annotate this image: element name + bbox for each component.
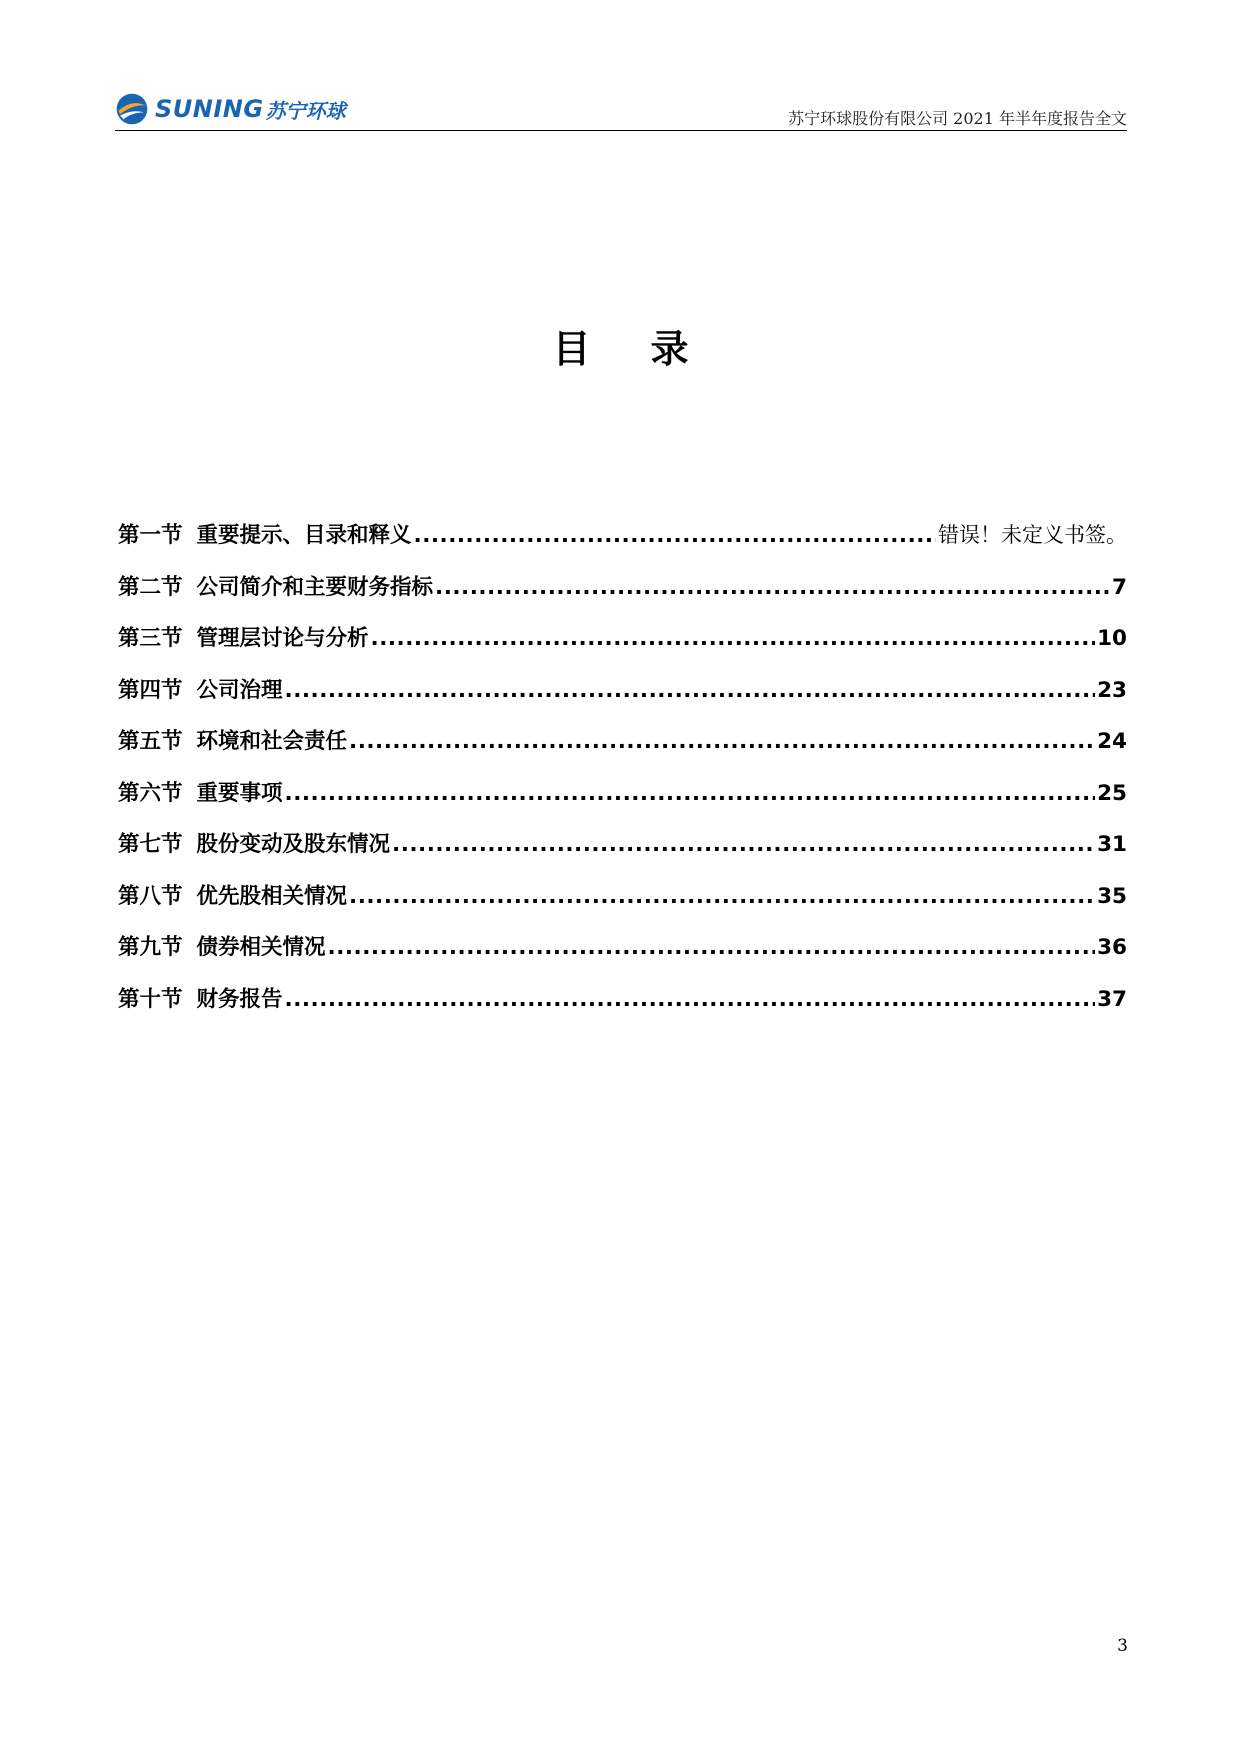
toc-page-number: 10 (1097, 626, 1127, 651)
toc-entry[interactable] (118, 724, 1127, 776)
toc-entry[interactable] (118, 570, 1127, 622)
toc-leader-dots (285, 781, 1096, 806)
toc-section-name: 股份变动及股东情况 (196, 832, 391, 857)
toc-page-number: 错误！未定义书签。 (938, 523, 1127, 547)
toc-leader-dots (371, 626, 1096, 651)
toc-entry[interactable] (118, 673, 1127, 725)
toc-section-number: 第六节 (118, 780, 183, 806)
toc-page-number: 7 (1112, 574, 1127, 600)
toc-page-number: 24 (1097, 729, 1127, 754)
toc-leader-dots (285, 987, 1096, 1012)
toc-section-name: 优先股相关情况 (196, 883, 348, 909)
toc-entry[interactable] (118, 621, 1127, 673)
toc-entry[interactable] (118, 776, 1127, 828)
toc-section-name: 债券相关情况 (196, 935, 326, 960)
toc-leader-dots (392, 832, 1095, 857)
toc-section-name: 公司简介和主要财务指标 (196, 574, 434, 600)
toc-section-name: 环境和社会责任 (196, 729, 348, 754)
logo-text: SUNING (155, 95, 264, 123)
logo-chinese-text: 苏宁环球 (265, 98, 346, 123)
toc-leader-dots (285, 678, 1096, 703)
toc-section-number: 第七节 (118, 832, 183, 857)
page-header (115, 82, 1127, 132)
table-of-contents (118, 518, 1127, 1033)
toc-page-number: 31 (1097, 832, 1127, 857)
toc-leader-dots (349, 884, 1095, 909)
toc-section-number: 第九节 (118, 935, 183, 960)
report-title: 苏宁环球股份有限公司 2021 年半年度报告全文 (788, 109, 1127, 128)
toc-section-number: 第三节 (118, 626, 183, 651)
toc-section-number: 第十节 (118, 986, 183, 1012)
page-number: 3 (1117, 1636, 1128, 1656)
toc-section-name: 公司治理 (196, 677, 283, 703)
toc-entry[interactable] (118, 930, 1127, 982)
toc-section-number: 第二节 (118, 574, 183, 600)
toc-entry[interactable] (118, 827, 1127, 879)
suning-logo-icon (115, 92, 149, 126)
header-divider (115, 130, 1127, 131)
toc-page-number: 37 (1097, 986, 1127, 1012)
toc-section-number: 第五节 (118, 729, 183, 754)
toc-section-number: 第一节 (118, 523, 183, 548)
toc-entry[interactable] (118, 518, 1127, 570)
toc-entry[interactable] (118, 982, 1127, 1034)
toc-page-number: 23 (1097, 677, 1127, 703)
toc-leader-dots (414, 523, 936, 548)
toc-section-number: 第四节 (118, 677, 183, 703)
toc-section-name: 管理层讨论与分析 (196, 626, 369, 651)
toc-section-name: 重要事项 (196, 780, 283, 806)
toc-leader-dots (435, 575, 1110, 600)
toc-page-number: 35 (1097, 883, 1127, 909)
toc-page-number: 36 (1097, 935, 1127, 960)
toc-leader-dots (349, 729, 1095, 754)
toc-page-number: 25 (1097, 780, 1127, 806)
toc-heading: 目录 (552, 327, 749, 371)
toc-section-name: 重要提示、目录和释义 (196, 523, 412, 548)
toc-section-number: 第八节 (118, 883, 183, 909)
toc-leader-dots (328, 935, 1096, 960)
toc-entry[interactable] (118, 879, 1127, 931)
toc-section-name: 财务报告 (196, 986, 283, 1012)
company-logo (115, 88, 346, 130)
